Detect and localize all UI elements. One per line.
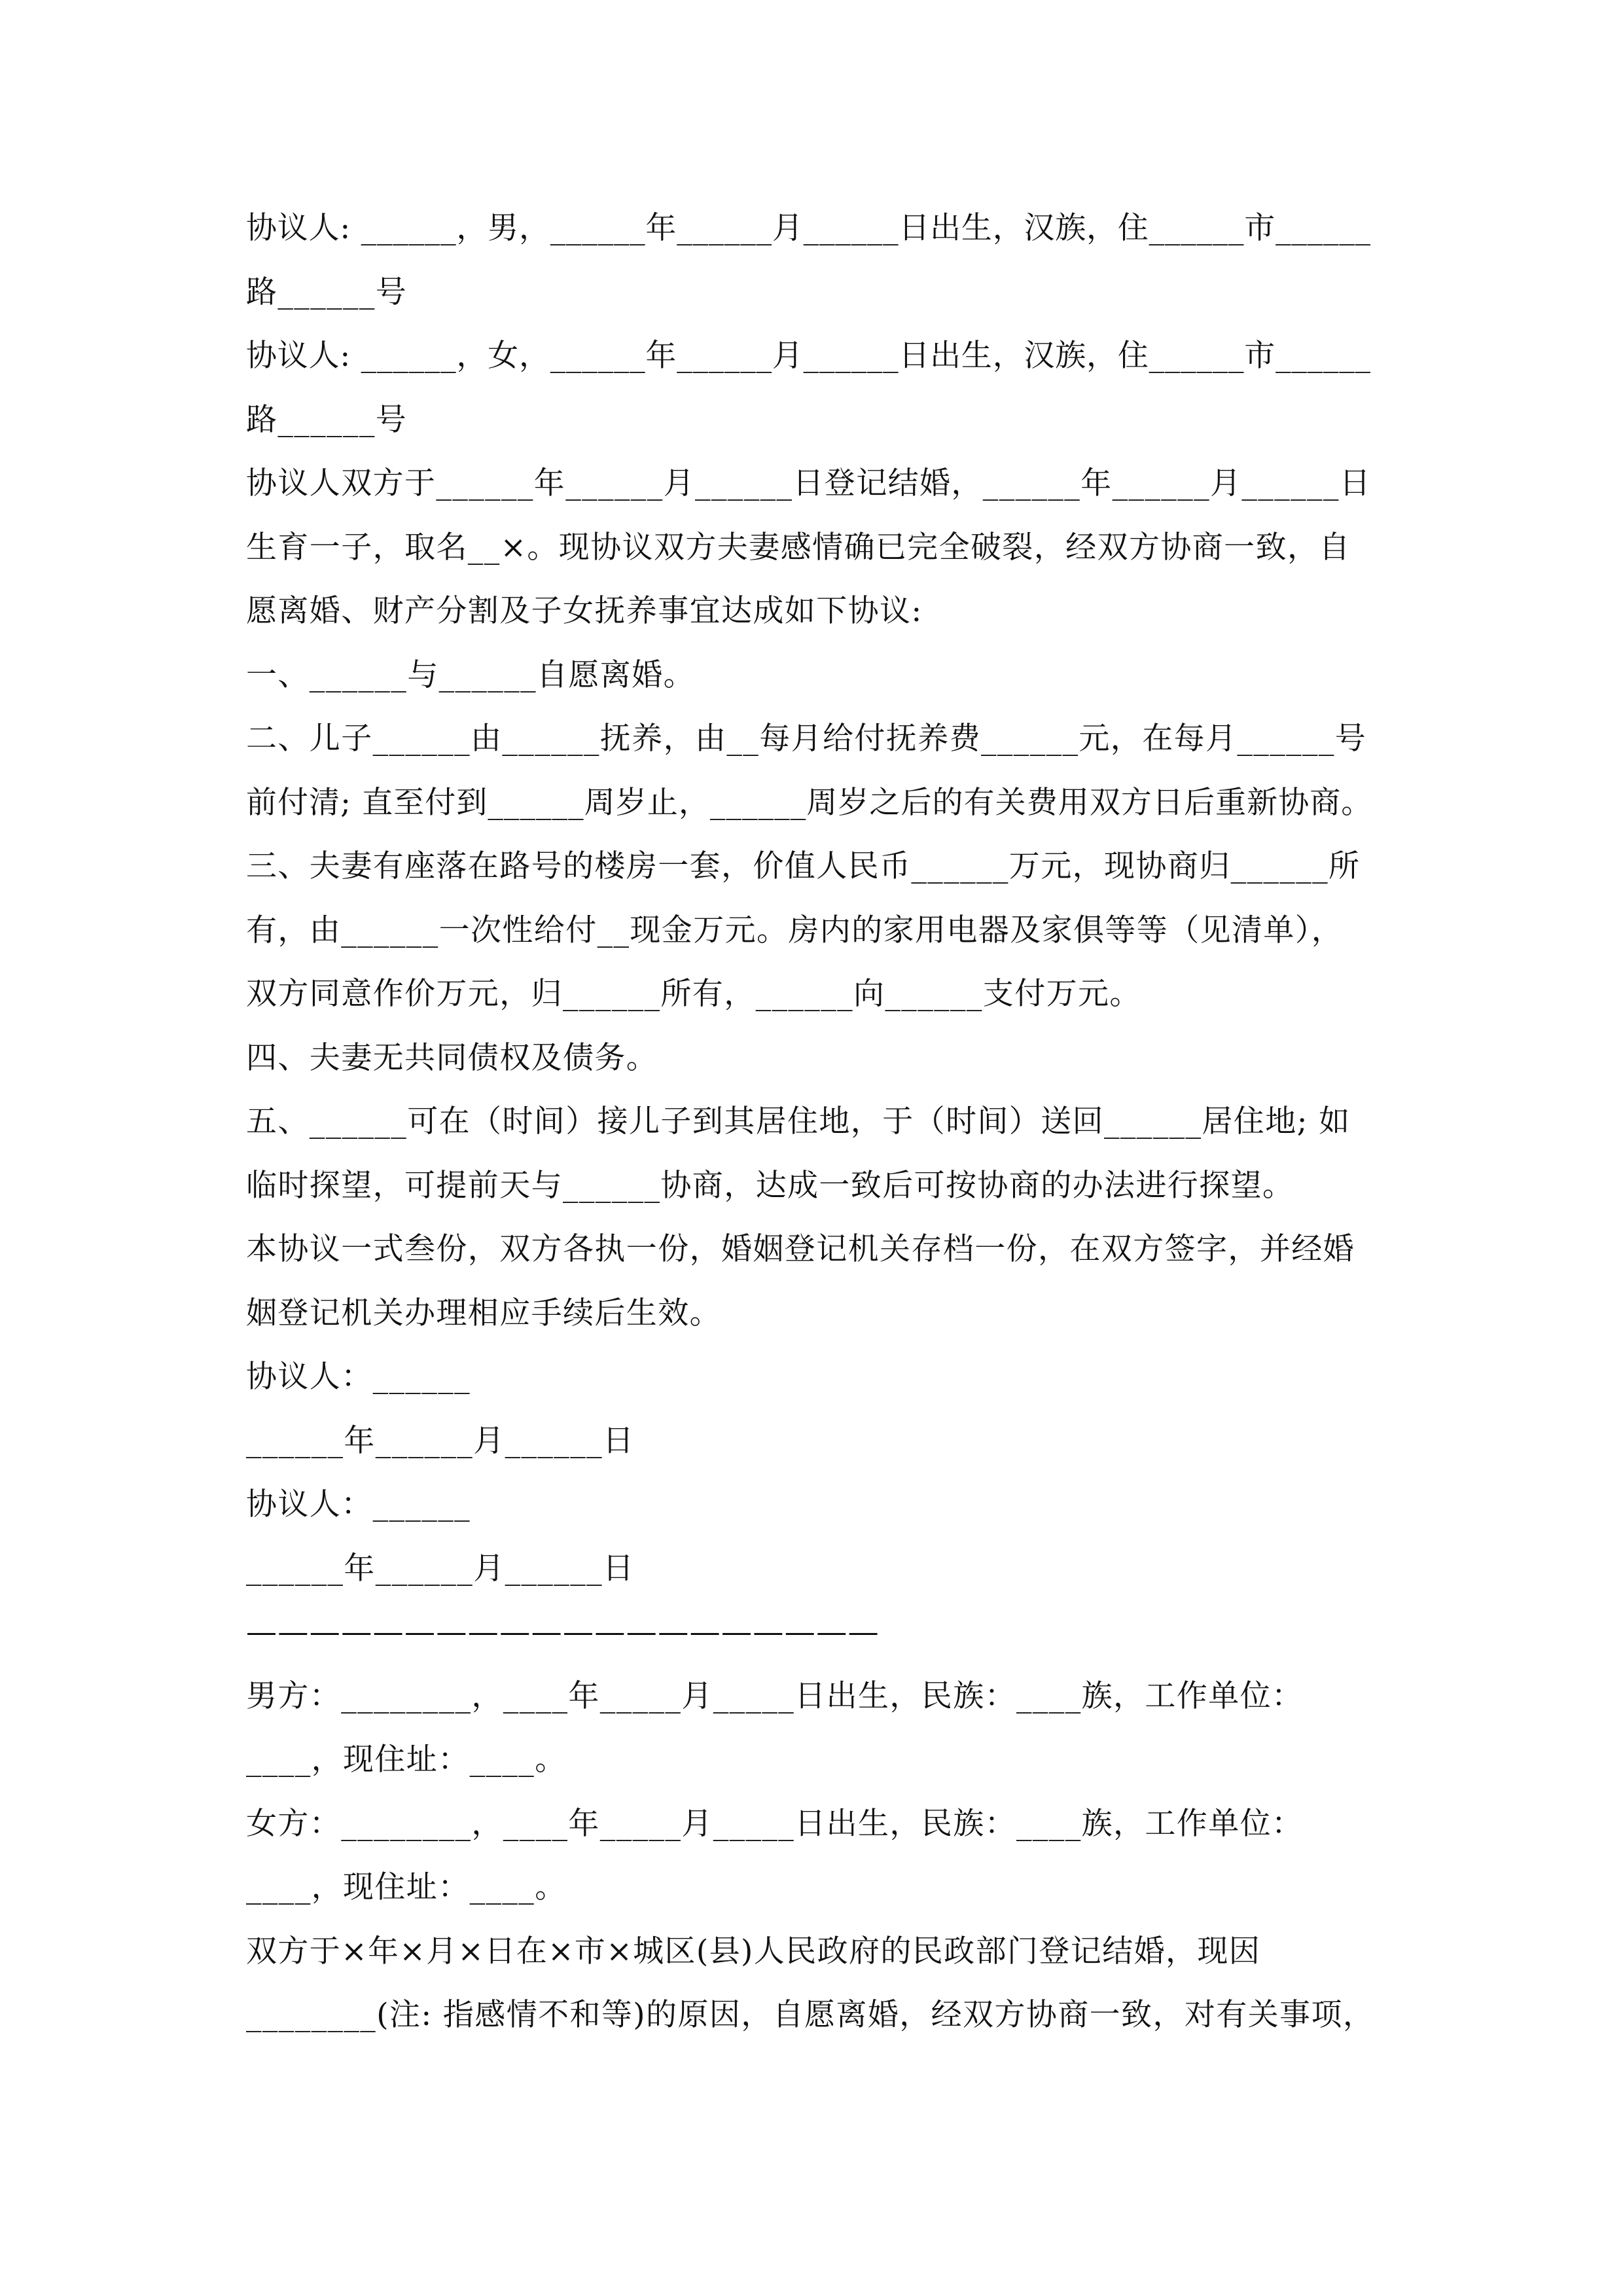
clause-4: 四、夫妻无共同债权及债务。	[246, 1039, 658, 1076]
female-party-line-1: 女方：________，____年_____月_____日出生，民族：____族，工作单位：	[246, 1805, 1304, 1842]
preamble-line-2: 生育一子，取名__×。现协议双方夫妻感情确已完全破裂，经双方协商一致，自	[246, 529, 1351, 565]
effectiveness-line-2: 姻登记机关办理相应手续后生效。	[246, 1295, 721, 1331]
party-1-line-2: 路______号	[246, 274, 408, 310]
clause-3-line-2: 有，由______一次性给付__现金万元。房内的家用电器及家俱等等（见清单），	[246, 912, 1344, 948]
preamble-line-3: 愿离婚、财产分割及子女抚养事宜达成如下协议:	[246, 593, 923, 629]
male-party-line-2: ____，现住址：____。	[246, 1742, 567, 1778]
signature-date-2: ______年______月______日	[246, 1550, 635, 1587]
preamble-line-1: 协议人双方于______年______月______日登记结婚，______年______月______日	[246, 465, 1372, 501]
clause-2-line-2: 前付清; 直至付到______周岁止，______周岁之后的有关费用双方日后重新协商。	[246, 784, 1373, 821]
clause-3-line-3: 双方同意作价万元，归______所有，______向______支付万元。	[246, 976, 1141, 1012]
party-2-line-1: 协议人: ______，女，______年______月______日出生，汉族，住______市______	[246, 338, 1371, 374]
party-2-line-2: 路______号	[246, 401, 408, 438]
clause-1: 一、______与______自愿离婚。	[246, 656, 695, 693]
marriage-registration-line-2: ________(注: 指感情不和等)的原因，自愿离婚，经双方协商一致，对有关事项，	[246, 1997, 1375, 2033]
clause-2-line-1: 二、儿子______由______抚养，由__每月给付抚养费______元，在每月______号	[246, 721, 1367, 757]
signature-party-1: 协议人：______	[246, 1359, 471, 1395]
male-party-line-1: 男方：________，____年_____月_____日出生，民族：____族，工作单位：	[246, 1677, 1304, 1714]
signature-party-2: 协议人：______	[246, 1486, 471, 1522]
agreement-text	[246, 196, 1378, 2047]
clause-5-line-1: 五、______可在（时间）接儿子到其居住地，于（时间）送回______居住地; 如	[246, 1103, 1351, 1139]
section-divider: ————————————————————	[246, 1614, 880, 1650]
signature-date-1: ______年______月______日	[246, 1422, 635, 1459]
party-1-line-1: 协议人: ______，男，______年______月______日出生，汉族，住______市______	[246, 210, 1371, 246]
clause-5-line-2: 临时探望，可提前天与______协商，达成一致后可按协商的办法进行探望。	[246, 1167, 1294, 1204]
clause-3-line-1: 三、夫妻有座落在路号的楼房一套，价值人民币______万元，现协商归______所	[246, 848, 1361, 884]
effectiveness-line-1: 本协议一式叁份，双方各执一份，婚姻登记机关存档一份，在双方签字，并经婚	[246, 1231, 1355, 1267]
marriage-registration-line-1: 双方于×年×月×日在×市×城区(县)人民政府的民政部门登记结婚，现因	[246, 1933, 1261, 1969]
female-party-line-2: ____，现住址：____。	[246, 1869, 567, 1905]
